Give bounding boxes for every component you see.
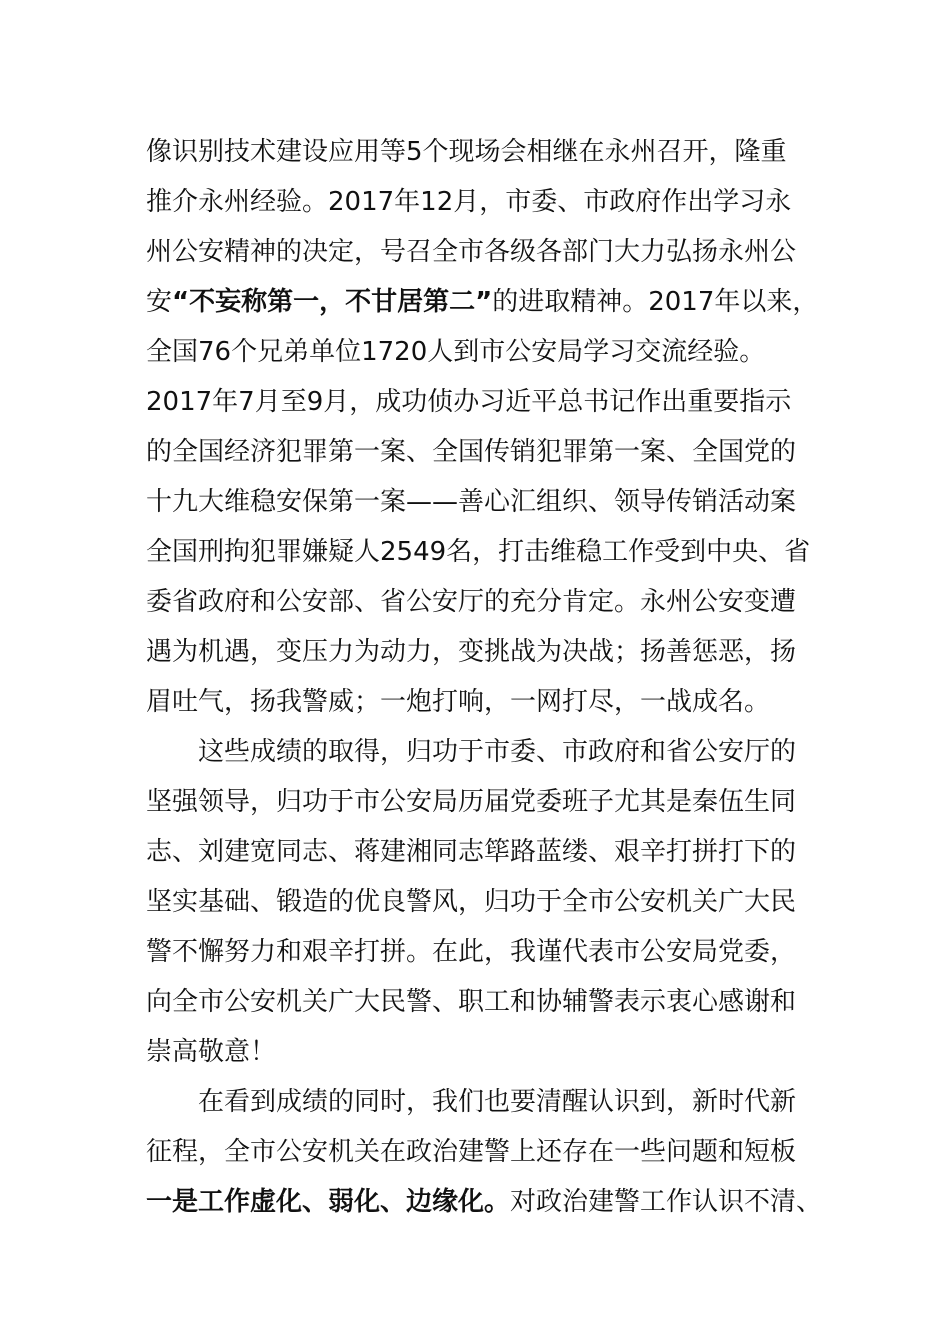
text-span: 安 [146, 287, 173, 317]
text-line: 向全市公安机关广大民警、职工和协辅警表示衷心感谢和 [146, 987, 797, 1017]
text-line: 推介永州经验。2017年12月，市委、市政府作出学习永 [146, 187, 792, 217]
text-line: 遇为机遇，变压力为动力，变挑战为决战；扬善惩恶，扬 [146, 637, 797, 667]
text-line: 全国76个兄弟单位1720人到市公安局学习交流经验。 [146, 337, 766, 367]
text-line: 警不懈努力和艰辛打拼。在此，我谨代表市公安局党委， [146, 937, 797, 967]
text-line: 十九大维稳安保第一案——善心汇组织、领导传销活动案 [146, 487, 797, 517]
bold-heading-point: 一是工作虚化、弱化、边缘化。 [146, 1187, 511, 1217]
bold-slogan: “不妄称第一，不甘居第二” [172, 287, 493, 317]
text-line: 像识别技术建设应用等5个现场会相继在永州召开，隆重 [146, 137, 787, 167]
text-line [146, 1184, 866, 1220]
text-line: 2017年7月至9月，成功侦办习近平总书记作出重要指示 [146, 387, 792, 417]
paragraph-start-line: 在看到成绩的同时，我们也要清醒认识到，新时代新 [198, 1087, 797, 1117]
text-line: 坚强领导，归功于市公安局历届党委班子尤其是秦伍生同 [146, 787, 797, 817]
text-line: 眉吐气，扬我警威；一炮打响，一网打尽，一战成名。 [146, 687, 771, 717]
text-line [146, 284, 866, 320]
paragraph-start-line: 这些成绩的取得，归功于市委、市政府和省公安厅的 [198, 737, 797, 767]
text-line: 全国刑拘犯罪嫌疑人2549名，打击维稳工作受到中央、省 [146, 537, 811, 567]
text-line: 委省政府和公安部、省公安厅的充分肯定。永州公安变遭 [146, 587, 797, 617]
text-line: 崇高敬意！ [146, 1037, 277, 1067]
text-span: 对政治建警工作认识不清、 [510, 1187, 823, 1217]
text-line: 州公安精神的决定，号召全市各级各部门大力弘扬永州公 [146, 237, 797, 267]
text-line: 志、刘建宽同志、蒋建湘同志筚路蓝缕、艰辛打拼打下的 [146, 837, 797, 867]
text-span: 的进取精神。2017年以来， [492, 287, 819, 317]
text-line: 坚实基础、锻造的优良警风，归功于全市公安机关广大民 [146, 887, 797, 917]
text-line: 征程，全市公安机关在政治建警上还存在一些问题和短板 [146, 1137, 797, 1167]
text-line: 的全国经济犯罪第一案、全国传销犯罪第一案、全国党的 [146, 437, 797, 467]
